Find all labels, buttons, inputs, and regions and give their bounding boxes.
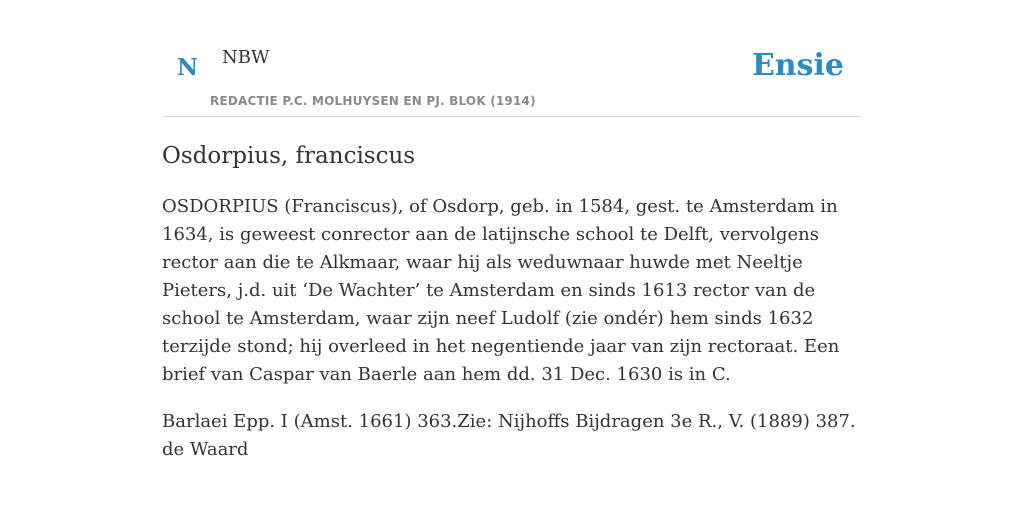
article-paragraph: OSDORPIUS (Franciscus), of Osdorp, geb. in 1584, gest. te Amsterdam in 1634, is geweest conrector aan de latijnsche school te Delft, vervolgens rector aan die te Alkmaar, waar hij als weduwnaar huwde met Neeltje Pieters, j.d. uit ‘De Wachter’ te Amsterdam en sinds 1613 rector van de school te Amsterdam, waar zijn neef Ludolf (zie ondér) hem sinds 1632 terzijde stond; hij overleed in het negentiende jaar van zijn rectoraat. Een brief van Caspar van Baerle aan hem dd. 31 Dec. 1630 is in C. [162,195,840,385]
header [162,0,862,117]
article-title: Osdorpius, franciscus [162,143,416,169]
article-body [162,193,862,464]
source-logo[interactable]: N [177,54,199,81]
article-paragraph: Barlaei Epp. I (Amst. 1661) 363.Zie: Nijhoffs Bijdragen 3e R., V. (1889) 387. de Waard [162,410,856,460]
source-subtitle: REDACTIE P.C. MOLHUYSEN EN PJ. BLOK (1914) [210,94,536,108]
brand-logo[interactable]: Ensie [751,48,844,83]
page [162,0,862,483]
source-name[interactable]: NBW [222,47,270,68]
